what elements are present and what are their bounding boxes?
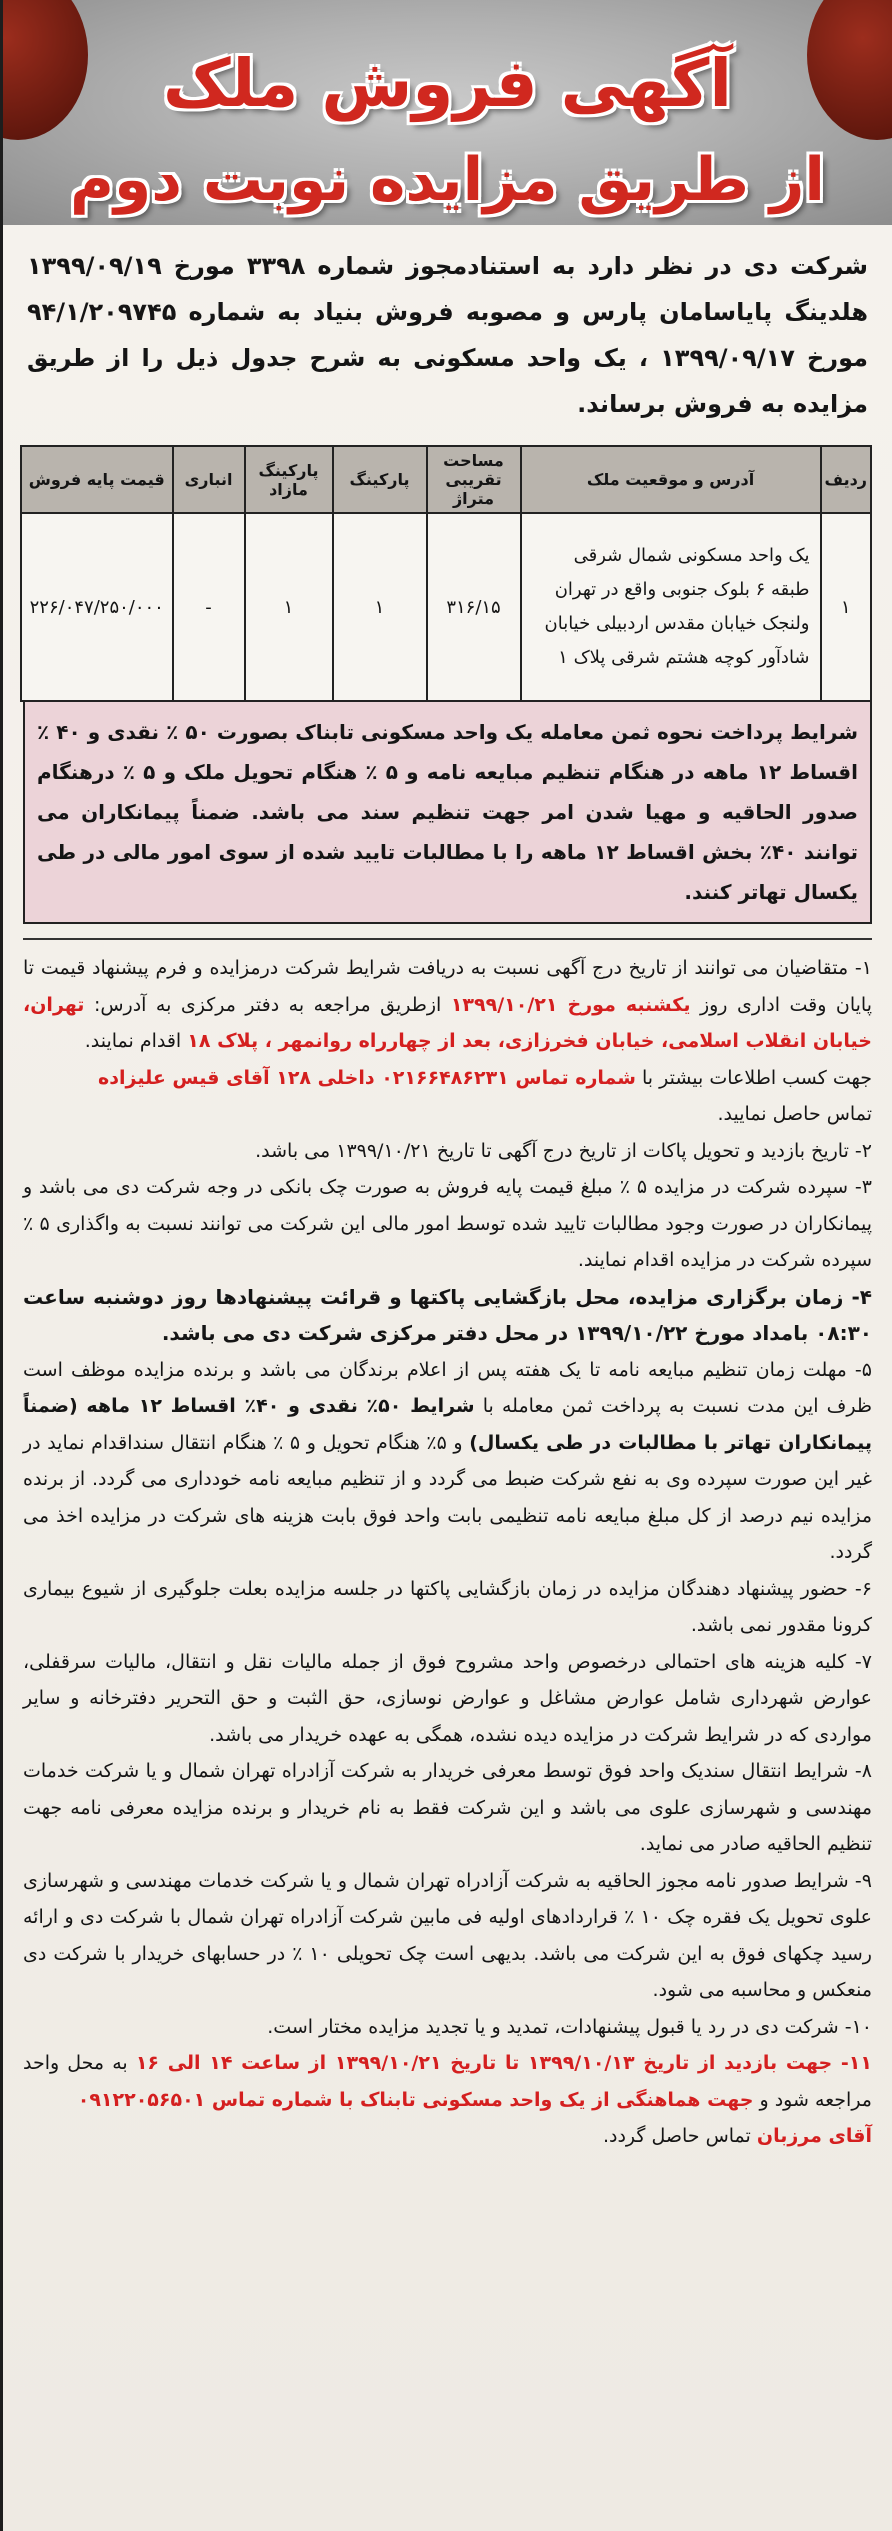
condition-10: ۱۰- شرکت دی در رد یا قبول پیشنهادات، تمدید و یا تجدید مزایده مختار است.: [267, 2015, 872, 2038]
col-row-no: ردیف: [821, 446, 871, 513]
condition-8: ۸- شرایط انتقال سندیک واحد فوق توسط معرفی خریدار به شرکت آزادراه تهران شمال و یا شرکت خدمات مهندسی و شهرسازی علوی می باشد و این شرکت فقط به نام خریدار و برنده مزایده معرفی نامه جهت تنظیم الحاقیه صادر می نماید.: [23, 1760, 872, 1855]
condition-4: ۴- زمان برگزاری مزایده، محل بازگشایی پاکتها و قرائت پیشنهادها روز دوشنبه ساعت ۰۸:۳۰ بامداد مورخ ۱۳۹۹/۱۰/۲۲ در محل دفتر مرکزی شرکت دی می باشد.: [23, 1284, 872, 1345]
condition-11: ۱۱- جهت بازدید از تاریخ ۱۳۹۹/۱۰/۱۳ تا تاریخ ۱۳۹۹/۱۰/۲۱ از ساعت ۱۴ الی ۱۶ به محل واحد مراجعه شود و جهت هماهنگی از یک واحد مسکونی تابناک با شماره تماس ۰۹۱۲۲۰۵۶۵۰۱ آقای مرزبان تماس حاصل گردد.: [23, 2052, 872, 2147]
condition-9: ۹- شرایط صدور نامه مجوز الحاقیه به شرکت آزادراه تهران شمال و یا شرکت خدمات مهندسی و شهرسازی علوی تحویل یک فقره چک ۱۰ ٪ قراردادهای اولیه فی مابین شرکت آزادراه تهران شمال با شرکت دی و ارائه رسید چکهای فوق به این شرکت می باشد. بدیهی است چک تحویلی ۱۰ ٪ در حسابهای خریدار با شرکت دی منعکس و محاسبه می شود.: [23, 1869, 873, 2001]
header-banner: [3, 0, 892, 225]
cell-price: ۲۲۶/۰۴۷/۲۵۰/۰۰۰: [21, 513, 173, 701]
payment-terms-box: شرایط پرداخت نحوه ثمن معامله یک واحد مسکونی تابناک بصورت ۵۰ ٪ نقدی و ۴۰ ٪ اقساط ۱۲ ماهه در هنگام تنظیم مبایعه نامه و ۵ ٪ هنگام تحویل ملک و ۵ ٪ درهنگام صدور الحاقیه و مهیا شدن امر جهت تنظیم سند می باشد. ضمناً پیمانکاران می توانند ۴۰٪ بخش اقساط ۱۲ ماهه را با مطالبات تایید شده از سوی امور مالی در طی یکسال تهاتر کنند.: [23, 702, 872, 924]
payment-conditions: شرایط ۵۰٪ نقدی و ۴۰٪ اقساط ۱۲ ماهه (ضمناً پیمانکاران تهاتر با مطالبات در طی یکسال): [23, 1395, 872, 1454]
property-table: [20, 445, 872, 702]
condition-3: ۳- سپرده شرکت در مزایده ۵ ٪ مبلغ قیمت پایه فروش به صورت چک بانکی در وجه شرکت دی می باشد و پیمانکاران در صورت وجود مطالبات تایید شده توسط امور مالی این شرکت می توانند نسبت به واگذاری ۵ ٪ سپرده شرکت در مزایده اقدام نمایند.: [23, 1176, 872, 1271]
condition-5: ۵- مهلت زمان تنظیم مبایعه نامه تا یک هفته پس از اعلام برندگان می باشد و برنده مزایده موظف است ظرف این مدت نسبت به پرداخت ثمن معامله با شرایط ۵۰٪ نقدی و ۴۰٪ اقساط ۱۲ ماهه (ضمناً پیمانکاران تهاتر با مطالبات در طی یکسال) و ۵٪ هنگام تحویل و ۵ ٪ هنگام انتقال سنداقدام نماید در غیر این صورت سپرده وی به نفع شرکت ضبط می گردد و از تنظیم مبایعه نامه خودداری می گردد. از برنده مزایده نیم درصد از کل مبلغ مبایعه نامه تنظیمی بابت واحد فوق بابت هزینه های شرکت در مزایده اخذ می گردد.: [23, 1358, 872, 1563]
visit-schedule: ۱۱- جهت بازدید از تاریخ ۱۳۹۹/۱۰/۱۳ تا تاریخ ۱۳۹۹/۱۰/۲۱ از ساعت ۱۴ الی ۱۶: [135, 2052, 872, 2074]
cell-row-no: ۱: [821, 513, 871, 701]
contact-person: آقای مرزبان: [756, 2125, 872, 2147]
col-storage: انباری: [173, 446, 245, 513]
table-header-row: [21, 446, 871, 513]
deadline-date: یکشنبه مورخ ۱۳۹۹/۱۰/۲۱: [450, 993, 691, 1016]
col-parking: پارکینگ: [333, 446, 427, 513]
contact-phone: شماره تماس ۰۲۱۶۶۴۸۶۲۳۱ داخلی ۱۲۸ آقای قیس علیزاده: [98, 1066, 636, 1089]
cell-extra-parking: ۱: [245, 513, 333, 701]
col-extra-parking: پارکینگ مازاد: [245, 446, 333, 513]
cell-storage: -: [173, 513, 245, 701]
office-address: تهران، خیابان انقلاب اسلامی، خیابان فخرزازی، بعد از چهارراه روانمهر ، پلاک ۱۸: [23, 993, 872, 1052]
ad-subtitle: از طریق مزایده نوبت دوم: [69, 145, 825, 215]
ad-title: آگهی فروش ملک: [162, 45, 733, 122]
col-price: قیمت پایه فروش: [21, 446, 173, 513]
cell-area: ۳۱۶/۱۵: [427, 513, 521, 701]
condition-1: ۱- متقاضیان می توانند از تاریخ درج آگهی نسبت به دریافت شرایط شرکت درمزایده و فرم پیشنهاد قیمت تا پایان وقت اداری روز یکشنبه مورخ ۱۳۹۹/۱۰/۲۱ ازطریق مراجعه به دفتر مرکزی به آدرس: تهران، خیابان انقلاب اسلامی، خیابان فخرزازی، بعد از چهارراه روانمهر ، پلاک ۱۸ اقدام نمایند. جهت کسب اطلاعات بیشتر با شماره تماس ۰۲۱۶۶۴۸۶۲۳۱ داخلی ۱۲۸ آقای قیس علیزاده تماس حاصل نمایید.: [23, 957, 873, 1125]
intro-paragraph: شرکت دی در نظر دارد به استنادمجوز شماره ۳۳۹۸ مورخ ۱۳۹۹/۰۹/۱۹ هلدینگ پایاسامان پارس و مصوبه فروش بنیاد به شماره ۹۴/۱/۲۰۹۷۴۵ مورخ ۱۳۹۹/۰۹/۱۷ ، یک واحد مسکونی به شرح جدول ذیل را از طریق مزایده به فروش برساند.: [27, 252, 869, 418]
table-row: [21, 513, 871, 701]
cell-parking: ۱: [333, 513, 427, 701]
cell-address: یک واحد مسکونی شمال شرقی طبقه ۶ بلوک جنوبی واقع در تهران ولنجک خیابان مقدس اردبیلی خیابان شادآور کوچه هشتم شرقی پلاک ۱: [521, 513, 821, 701]
col-area: مساحت تقریبی متراژ: [427, 446, 521, 513]
coordination-phone: جهت هماهنگی از یک واحد مسکونی تابناک با شماره تماس ۰۹۱۲۲۰۵۶۵۰۱: [77, 2088, 754, 2111]
col-address: آدرس و موقعیت ملک: [521, 446, 821, 513]
condition-7: ۷- کلیه هزینه های احتمالی درخصوص واحد مشروح فوق از جمله مالیات نقل و انتقال، مالیات سرقفلی، عوارض شهرداری شامل عوارض مشاغل و عوارض نوسازی، حق الثبت و حق التحریر دفترخانه و سایر مواردی که در شرایط شرکت در مزایده دیده نشده، همگی به عهده خریدار می باشد.: [23, 1650, 872, 1746]
condition-6: ۶- حضور پیشنهاد دهندگان مزایده در زمان بازگشایی پاکتها در جلسه مزایده بعلت جلوگیری از شیوع بیماری کرونا مقدور نمی باشد.: [23, 1577, 872, 1636]
condition-2: ۲- تاریخ بازدید و تحویل پاکات از تاریخ درج آگهی تا تاریخ ۱۳۹۹/۱۰/۲۱ می باشد.: [255, 1139, 872, 1162]
conditions-list: [3, 940, 892, 2155]
